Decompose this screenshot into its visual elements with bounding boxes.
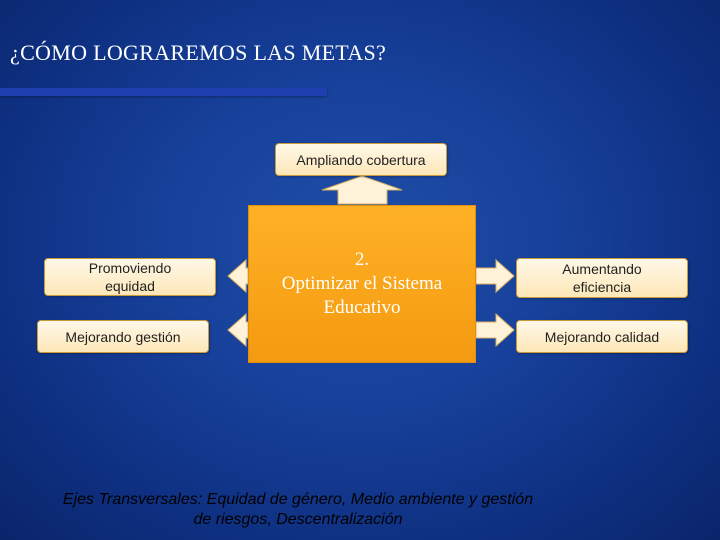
footer-line-2: de riesgos, Descentralización: [193, 511, 403, 528]
goal-number: 2.: [354, 249, 370, 270]
goal-line-3: Educativo: [323, 297, 401, 318]
slide-title: ¿CÓMO LOGRAREMOS LAS METAS?: [10, 40, 387, 65]
arrow-right-top: [476, 260, 514, 292]
transversal-axes-note: [28, 490, 568, 530]
box-ampliando-cobertura: Ampliando cobertura: [275, 143, 447, 176]
goal-line-2: Optimizar el Sistema: [281, 273, 443, 294]
box-promoviendo-equidad: Promoviendo equidad: [44, 258, 216, 296]
arrow-right-bottom: [476, 314, 514, 346]
footer-line-1: Ejes Transversales: Equidad de género, Medio ambiente y gestión: [62, 491, 534, 508]
central-goal-box: [248, 205, 476, 363]
arrow-left-bottom: [228, 314, 248, 346]
box-mejorando-calidad: Mejorando calidad: [516, 320, 688, 353]
box-mejorando-gestion: Mejorando gestión: [37, 320, 209, 353]
box-aumentando-eficiencia: Aumentando eficiencia: [516, 258, 688, 298]
arrow-up-shape: [322, 176, 402, 204]
arrow-left-top: [228, 260, 248, 292]
